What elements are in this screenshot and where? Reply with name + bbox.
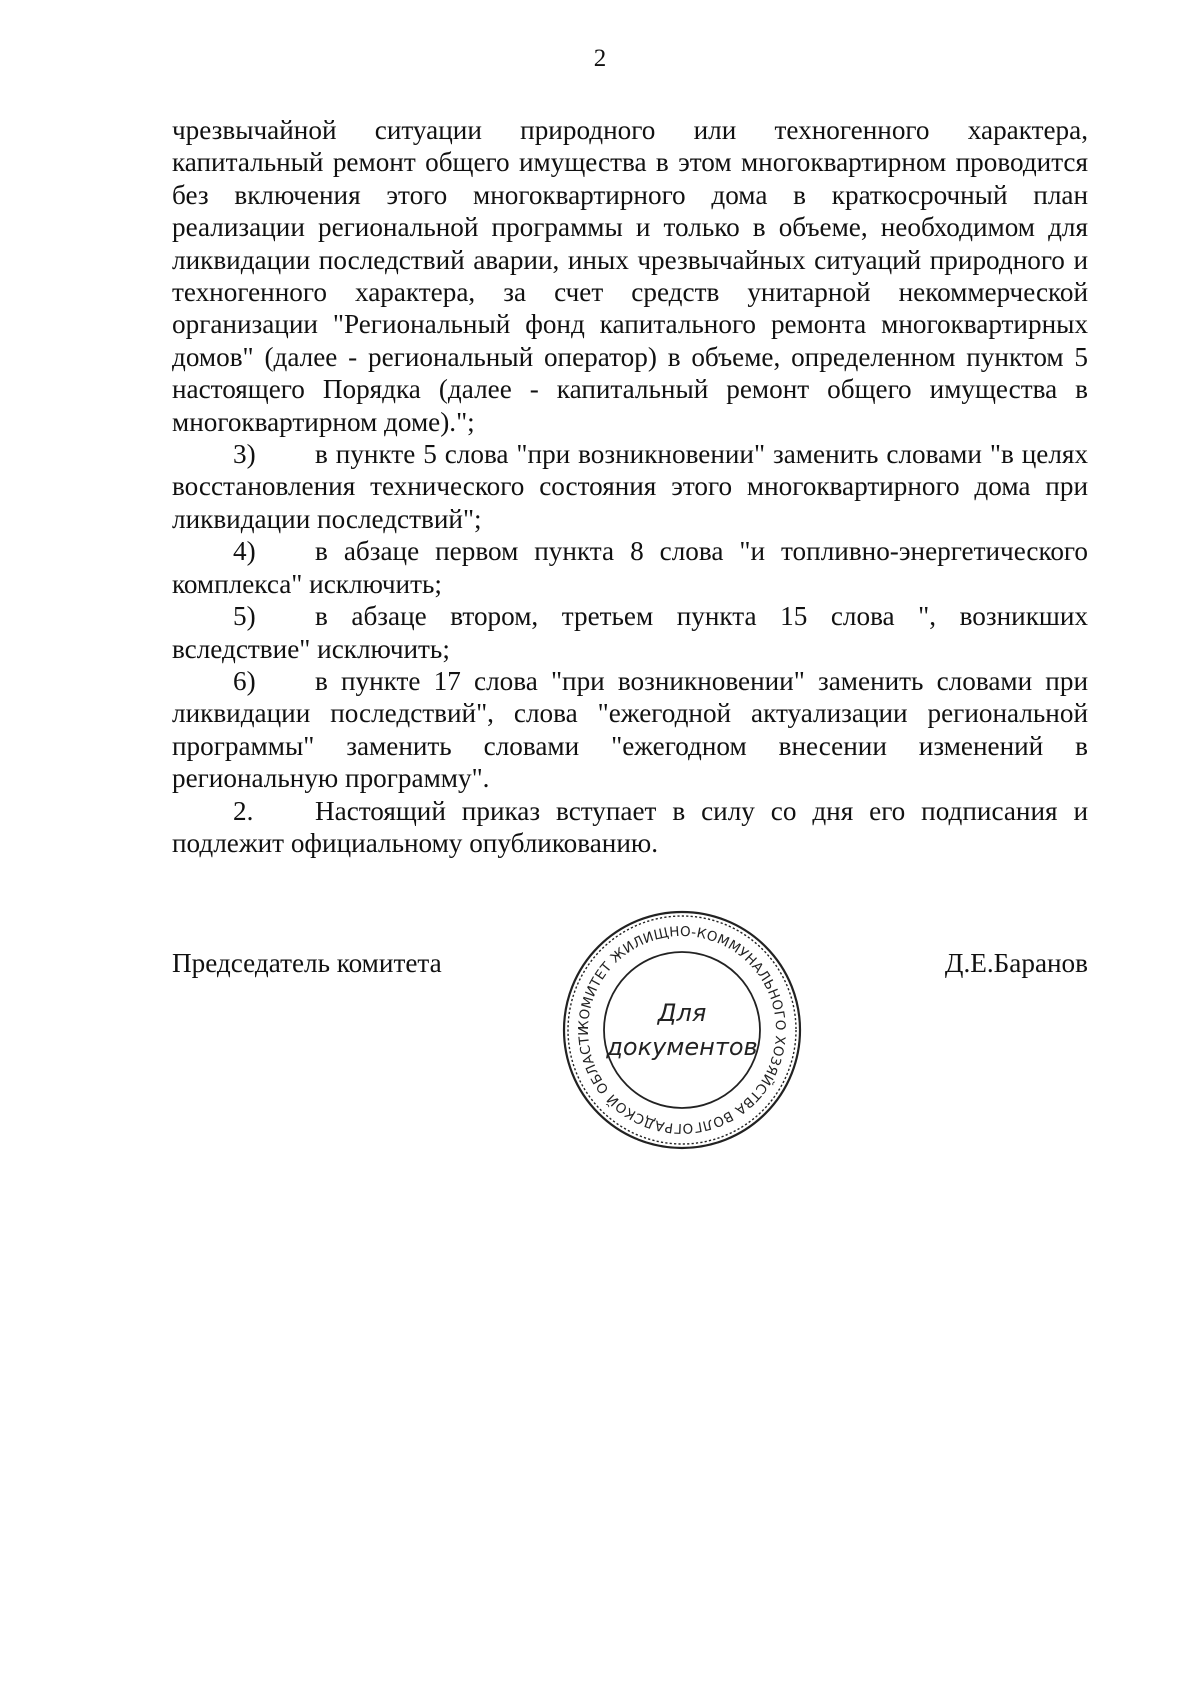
item-text: в пункте 17 слова "при возникновении" заменить словами при ликвидации последствий", слова "ежегодной актуализации региональной программы" заменить словами "ежегодном внесении изменений в региональную программу". [172,665,1088,794]
page-number: 2 [593,45,607,72]
signer-position: Председатель комитета [172,948,442,978]
list-item [172,438,1088,535]
stamp-center-line1: Для [657,999,707,1027]
list-item [172,535,1088,600]
item-text: в абзаце первом пункта 8 слова "и топливно-энергетического комплекса" исключить; [172,536,1088,599]
item-number: 5) [233,601,256,632]
signer-name: Д.Е.Баранов [944,948,1088,978]
item-number: 3) [233,439,256,470]
item-number: 6) [233,665,256,696]
stamp-center-line2: документов [606,1033,758,1061]
item-text: Настоящий приказ вступает в силу со дня его подписания и подлежит официальному опубликованию. [172,795,1088,858]
stamp-seal-icon [561,909,803,1151]
item-number: 2. [233,795,254,826]
stamp-ring-text: КОМИТЕТ ЖИЛИЩНО-КОММУНАЛЬНОГО ХОЗЯЙСТВА ВОЛГОГРАДСКОЙ ОБЛАСТИ [575,923,789,1137]
item-text: в абзаце втором, третьем пункта 15 слова ", возникших вследствие" исключить; [172,601,1088,664]
list-item [172,795,1088,860]
list-item [172,600,1088,665]
item-number: 4) [233,536,256,567]
document-body [172,114,1088,859]
intro-paragraph: чрезвычайной ситуации природного или техногенного характера, капитальный ремонт общего имущества в этом многоквартирном проводится без включения этого многоквартирного дома в краткосрочный план реализации региональной программы и только в объеме, необходимом для ликвидации последствий аварии, иных чрезвычайных ситуаций природного и техногенного характера, за счет средств унитарной некоммерческой организации "Региональный фонд капитального ремонта многоквартирных домов" (далее - региональный оператор) в объеме, определенном пунктом 5 настоящего Порядка (далее - капитальный ремонт общего имущества в многоквартирном доме)."; [172,115,1088,437]
official-stamp [561,909,803,1151]
list-item [172,665,1088,795]
item-text: в пункте 5 слова "при возникновении" заменить словами "в целях восстановления технического состояния этого многоквартирного дома при ликвидации последствий"; [172,439,1088,534]
